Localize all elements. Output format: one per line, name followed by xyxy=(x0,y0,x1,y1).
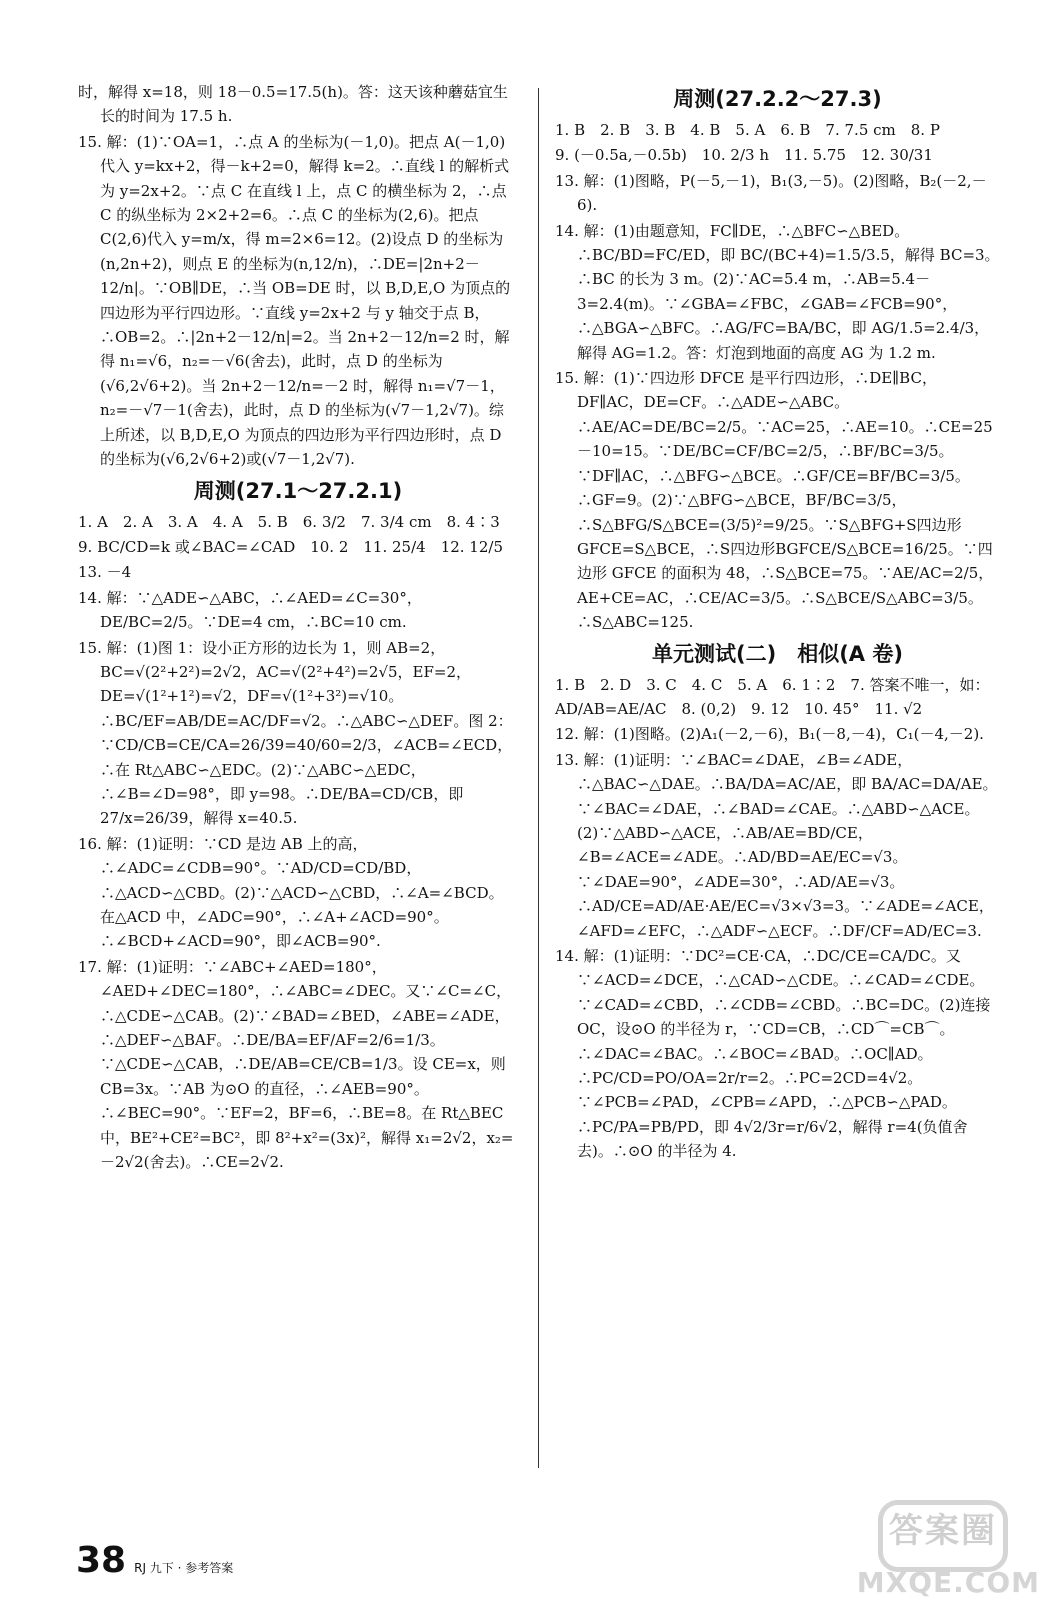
right-answer-item: 9. (－0.5a,－0.5b) 10. 2/3 h 11. 5.75 12. 30/31 xyxy=(555,146,933,165)
left-section-heading: 周测(27.1～27.2.1) xyxy=(193,478,403,503)
right-section-heading: 周测(27.2.2～27.3) xyxy=(673,87,882,111)
page-number: 38 xyxy=(76,1540,127,1581)
right-answer-item: 1. B 2. B 3. B 4. B 5. A 6. B 7. 7.5 cm 8. P xyxy=(555,121,940,139)
left-answer-item: 15. 解：(1)∵OA=1，∴点 A 的坐标为(－1,0)。把点 A(－1,0)代入 y=kx+2，得－k+2=0，解得 k=2。∴直线 l 的解析式为 y=2x+2。∵点 C 在直线 l 上，点 C 的横坐标为 2，∴点 C 的纵坐标为 2×2+2=6。∴点 C 的坐标为(2,6)。把点 C(2,6)代入 y=m/x，得 m=2×6=12。(2)设点 D 的坐标为(n,2n+2)，则点 E 的坐标为(n,12/n)，∴DE=|2n+2－12/n|。∵OB∥DE，∴当 OB=DE 时，以 B,D,E,O 为顶点的四边形为平行四边形。∵直线 y=2x+2 与 y 轴交于点 B，∴OB=2。∴|2n+2－12/n|=2。当 2n+2－12/n=2 时，解得 n₁=√6，n₂=－√6(舍去)，此时，点 D 的坐标为(√6,2√6+2)。当 2n+2－12/n=－2 时，解得 n₁=√7－1，n₂=－√7－1(舍去)，此时，点 D 的坐标为(√7－1,2√7)。综上所述，以 B,D,E,O 为顶点的四边形为平行四边形时，点 D 的坐标为(√6,2√6+2)或(√7－1,2√7). xyxy=(78,132,511,469)
right-answer-item: 13. 解：(1)图略，P(－5,－1)，B₁(3,－5)。(2)图略，B₂(－2,－6). xyxy=(555,171,987,215)
right-answer-item: 12. 解：(1)图略。(2)A₁(－2,－6)，B₁(－8,－4)，C₁(－4,－2). xyxy=(555,725,984,744)
right-answer-item: 15. 解：(1)∵四边形 DFCE 是平行四边形，∴DE∥BC，DF∥AC，DE=CF。∴△ADE∽△ABC。∴AE/AC=DE/BC=2/5。∵AC=25，∴AE=10。∴CE=25－10=15。∵DE/BC=CF/BC=2/5，∴BF/BC=3/5。∵DF∥AC，∴△BFG∽△BCE。∴GF/CE=BF/BC=3/5。∴GF=9。(2)∵△BFG∽△BCE，BF/BC=3/5，∴S△BFG/S△BCE=(3/5)²=9/25。∵S△BFG+S四边形GFCE=S△BCE，∴S四边形BGFCE/S△BCE=16/25。∵四边形 GFCE 的面积为 48，∴S△BCE=75。∵AE/AC=2/5，AE+CE=AC，∴CE/AC=3/5。∴S△BCE/S△ABC=3/5。∴S△ABC=125. xyxy=(555,369,994,632)
page-footer xyxy=(76,1530,233,1580)
right-answer-item: 1. B 2. D 3. C 4. C 5. A 6. 1∶2 7. 答案不唯一，如：AD/AB=AE/AC 8. (0,2) 9. 12 10. 45° 11. √2 xyxy=(555,675,990,718)
left-answer-item: 17. 解：(1)证明：∵∠ABC+∠AED=180°，∠AED+∠DEC=180°，∴∠ABC=∠DEC。又∵∠C=∠C，∴△CDE∽△CAB。(2)∵∠BAD=∠BED，∠ABE=∠ADE，∴△DEF∽△BAF。∴DE/BA=EF/AF=2/6=1/3。∵△CDE∽△CAB，∴DE/AB=CE/CB=1/3。设 CE=x，则 CB=3x。∵AB 为⊙O 的直径，∴∠AEB=90°。∴∠BEC=90°。∵EF=2，BF=6，∴BE=8。在 Rt△BEC 中，BE²+CE²=BC²，即 8²+x²=(3x)²，解得 x₁=2√2，x₂=－2√2(舍去)。∴CE=2√2. xyxy=(78,957,514,1172)
left-answer-item: 13. －4 xyxy=(78,563,132,582)
left-answer-item: 15. 解：(1)图 1：设小正方形的边长为 1，则 AB=2，BC=√(2²+2²)=2√2，AC=√(2²+4²)=2√5，EF=2，DE=√(1²+1²)=√2，DF=√(1²+3²)=√10。∴BC/EF=AB/DE=AC/DF=√2。∴△ABC∽△DEF。图 2：∵CD/CB=CE/CA=26/39=40/60=2/3，∠ACB=∠ECD，∴在 Rt△ABC∽△EDC。(2)∵△ABC∽△EDC，∴∠B=∠D=98°，即 y=98。∴DE/BA=CD/CB，即 27/x=26/39，解得 x=40.5. xyxy=(78,638,513,828)
column-divider xyxy=(538,88,539,1468)
right-answer-item: 14. 解：(1)由题意知，FC∥DE，∴△BFC∽△BED。∴BC/BD=FC/ED，即 BC/(BC+4)=1.5/3.5，解得 BC=3。∴BC 的长为 3 m。(2)∵AC=5.4 m，∴AB=5.4－3=2.4(m)。∵∠GBA=∠FBC，∠GAB=∠FCB=90°，∴△BGA∽△BFC。∴AG/FC=BA/BC，即 AG/1.5=2.4/3，解得 AG=1.2。答：灯泡到地面的高度 AG 为 1.2 m. xyxy=(555,221,1000,362)
watermark xyxy=(850,1500,1040,1600)
right-section-heading: 单元测试(二) 相似(A 卷) xyxy=(652,641,903,666)
left-answer-item: 1. A 2. A 3. A 4. A 5. B 6. 3/2 7. 3/4 cm 8. 4∶3 xyxy=(78,512,500,531)
left-answer-item: 时，解得 x=18，则 18－0.5=17.5(h)。答：这天该种蘑菇宜生长的时间为 17.5 h. xyxy=(78,83,508,126)
footer-label: RJ 九下 · 参考答案 xyxy=(134,1561,234,1575)
left-answer-item: 14. 解：∵△ADE∽△ABC，∴∠AED=∠C=30°，DE/BC=2/5。∵DE=4 cm，∴BC=10 cm. xyxy=(78,588,422,632)
left-answer-item: 16. 解：(1)证明：∵CD 是边 AB 上的高，∴∠ADC=∠CDB=90°。∵AD/CD=CD/BD，∴△ACD∽△CBD。(2)∵△ACD∽△CBD，∴∠A=∠BCD。在△ACD 中，∠ADC=90°，∴∠A+∠ACD=90°。∴∠BCD+∠ACD=90°，即∠ACB=90°. xyxy=(78,834,504,951)
right-answer-item: 13. 解：(1)证明：∵∠BAC=∠DAE，∠B=∠ADE，∴△BAC∽△DAE。∴BA/DA=AC/AE，即 BA/AC=DA/AE。∵∠BAC=∠DAE，∴∠BAD=∠CAE。∴△ABD∽△ACE。(2)∵△ABD∽△ACE，∴AB/AE=BD/CE，∠B=∠ACE=∠ADE。∴AD/BD=AE/EC=√3。∵∠DAE=90°，∠ADE=30°，∴AD/AE=√3。∴AD/CE=AD/AE·AE/EC=√3×√3=3。∵∠ADE=∠ACE，∠AFD=∠EFC，∴△ADF∽△ECF。∴DF/CF=AD/EC=3. xyxy=(555,750,998,940)
left-column xyxy=(78,80,518,1175)
watermark-url: MXQE.COM xyxy=(856,1566,1040,1599)
watermark-logo: 答案圈 xyxy=(878,1500,1008,1572)
right-answer-item: 14. 解：(1)证明：∵DC²=CE·CA，∴DC/CE=CA/DC。又∵∠ACD=∠DCE，∴△CAD∽△CDE。∴∠CAD=∠CDE。∵∠CAD=∠CBD，∴∠CDB=∠CBD。∴BC=DC。(2)连接 OC，设⊙O 的半径为 r，∵CD=CB，∴CD⌒=CB⌒。∴∠DAC=∠BAC。∴∠BOC=∠BAD。∴OC∥AD。∴PC/CD=PO/OA=2r/r=2。∴PC=2CD=4√2。∵∠PCB=∠PAD，∠CPB=∠APD，∴△PCB∽△PAD。∴PC/PA=PB/PD，即 4√2/3r=r/6√2，解得 r=4(负值舍去)。∴⊙O 的半径为 4. xyxy=(555,947,991,1161)
left-answer-item: 9. BC/CD=k 或∠BAC=∠CAD 10. 2 11. 25/4 12. 12/5 xyxy=(78,537,503,556)
right-column xyxy=(555,80,1000,1165)
